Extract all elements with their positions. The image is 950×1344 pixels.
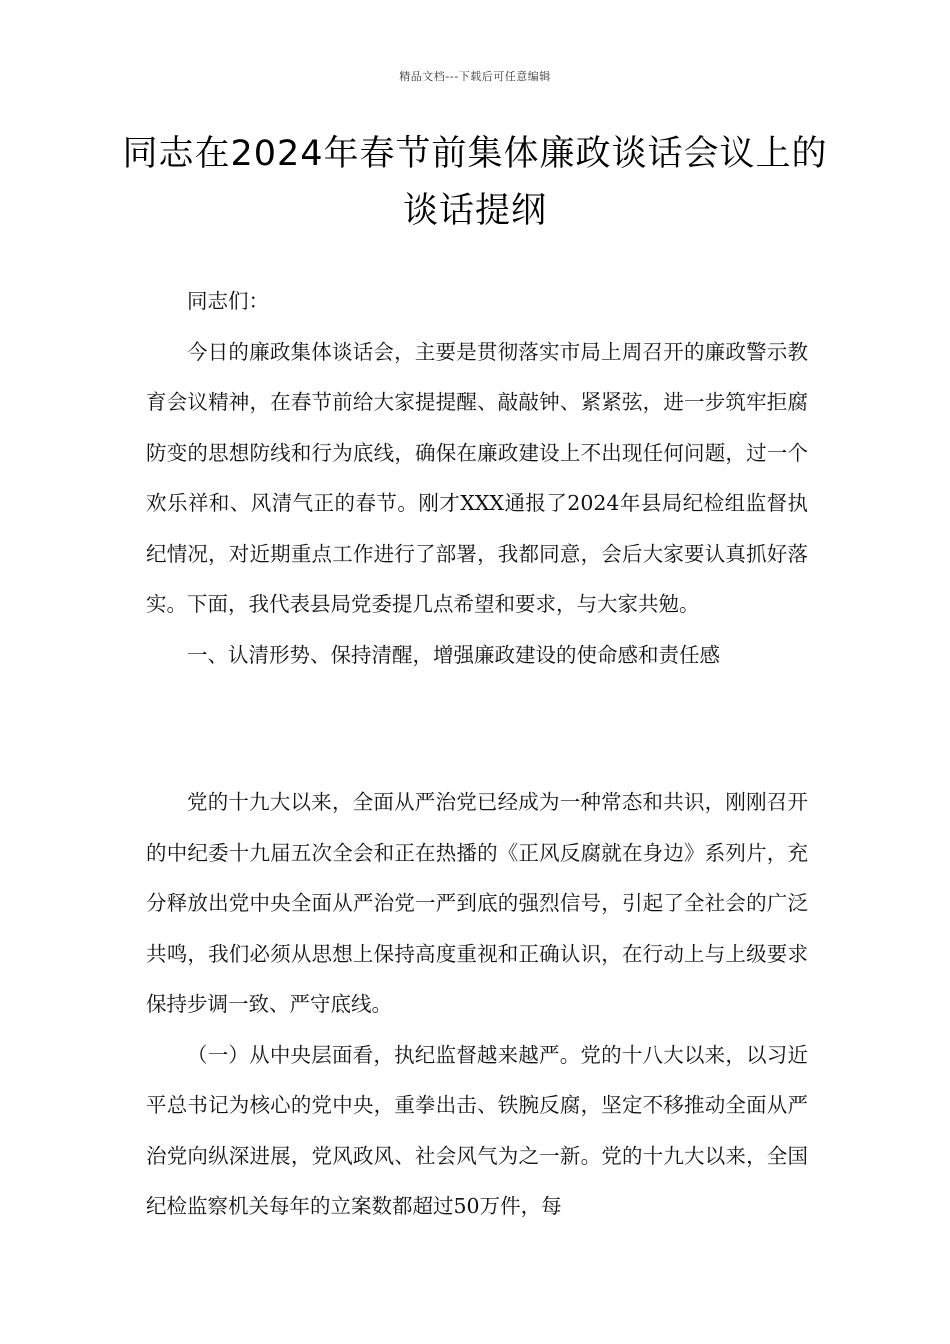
salutation: 同志们：	[187, 289, 269, 313]
document-body-top	[146, 276, 808, 680]
header-note: 精品文档---下载后可任意编辑	[399, 70, 551, 83]
section-heading-1: 一、认清形势、保持清醒，增强廉政建设的使命感和责任感	[187, 642, 720, 667]
document-body-bottom	[146, 777, 808, 1232]
document-title: 同志在2024年春节前集体廉政谈话会议上的谈话提纲	[122, 134, 828, 231]
paragraph-situation: 党的十九大以来，全面从严治党已经成为一种常态和共识，刚刚召开的中纪委十九届五次全会和正在热播的《正风反腐就在身边》系列片，充分释放出党中央全面从严治党一严到底的强烈信号，引起了全社会的广泛共鸣，我们必须从思想上保持高度重视和正确认识，在行动上与上级要求保持步调一致、严守底线。	[146, 790, 808, 1016]
paragraph-subsection-1: （一）从中央层面看，执纪监督越来越严。党的十八大以来，以习近平总书记为核心的党中央，重拳出击、铁腕反腐，坚定不移推动全面从严治党向纵深进展，党风政风、社会风气为之一新。党的十九大以来，全国纪检监察机关每年的立案数都超过50万件，每	[146, 1042, 808, 1218]
paragraph-intro: 今日的廉政集体谈话会，主要是贯彻落实市局上周召开的廉政警示教育会议精神，在春节前给大家提提醒、敲敲钟、紧紧弦，进一步筑牢拒腐防变的思想防线和行为底线，确保在廉政建设上不出现任何问题，过一个欢乐祥和、风清气正的春节。刚才XXX通报了2024年县局纪检组监督执纪情况，对近期重点工作进行了部署，我都同意，会后大家要认真抓好落实。下面，我代表县局党委提几点希望和要求，与大家共勉。	[146, 339, 808, 616]
